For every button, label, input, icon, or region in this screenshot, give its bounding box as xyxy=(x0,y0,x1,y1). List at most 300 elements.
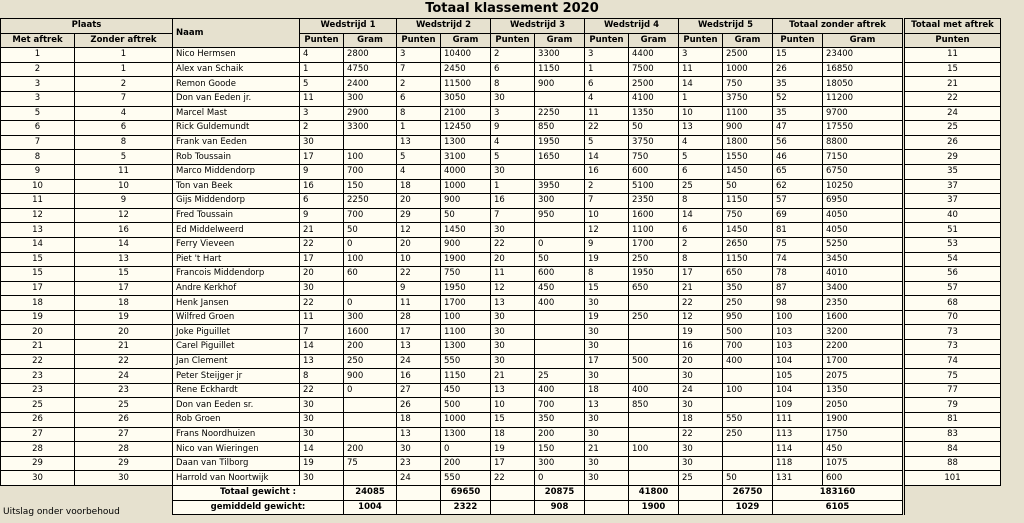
w1-gram: 700 xyxy=(344,164,397,179)
w2-punten: 17 xyxy=(397,325,441,340)
w4-gram xyxy=(629,340,679,355)
w2-gram: 1150 xyxy=(441,369,491,384)
w3-punten: 1 xyxy=(491,179,535,194)
player-name: Fred Toussain xyxy=(173,208,300,223)
player-name: Don van Eeden sr. xyxy=(173,398,300,413)
w1-gram: 0 xyxy=(344,296,397,311)
w2-gram: 450 xyxy=(441,383,491,398)
w5-gram: 750 xyxy=(723,208,773,223)
w4-gram: 5100 xyxy=(629,179,679,194)
w4-gram: 3750 xyxy=(629,135,679,150)
totaal-gram: 6950 xyxy=(823,194,903,209)
w4-punten: 12 xyxy=(585,223,629,238)
w5-punten: 30 xyxy=(679,398,723,413)
w1-gram: 150 xyxy=(344,179,397,194)
totaal-punten: 100 xyxy=(773,310,823,325)
w5-punten: 6 xyxy=(679,164,723,179)
w4-gram xyxy=(629,413,679,428)
w2-punten: 13 xyxy=(397,135,441,150)
totaal-all: 183160 xyxy=(773,486,903,501)
footer-spacer xyxy=(905,500,1001,515)
w2-punten: 18 xyxy=(397,413,441,428)
player-name: Joke Piguillet xyxy=(173,325,300,340)
w1-punten: 14 xyxy=(300,442,344,457)
totaal-gram: 1600 xyxy=(823,310,903,325)
w1-punten: 2 xyxy=(300,121,344,136)
totaal-gram: 600 xyxy=(823,471,903,486)
w4-punten: 7 xyxy=(585,194,629,209)
w4-gram: 850 xyxy=(629,398,679,413)
w3-punten: 3 xyxy=(491,106,535,121)
w4-punten: 4 xyxy=(585,91,629,106)
totaal-punten: 74 xyxy=(773,252,823,267)
w3-gram: 1650 xyxy=(535,150,585,165)
w4-gram: 4100 xyxy=(629,91,679,106)
place-zonder-aftrek: 9 xyxy=(75,194,173,209)
w4-punten: 30 xyxy=(585,471,629,486)
w3-gram xyxy=(535,340,585,355)
w4-punten: 17 xyxy=(585,354,629,369)
w4-punten: 30 xyxy=(585,325,629,340)
w5-gram: 950 xyxy=(723,310,773,325)
place-zonder-aftrek: 15 xyxy=(75,267,173,282)
w5-gram: 1800 xyxy=(723,135,773,150)
totaal-punten: 47 xyxy=(773,121,823,136)
w3-gram: 0 xyxy=(535,237,585,252)
place-met-aftrek: 29 xyxy=(1,456,75,471)
w5-gram: 1000 xyxy=(723,62,773,77)
place-met-aftrek: 10 xyxy=(1,179,75,194)
table-row xyxy=(1,62,1001,77)
place-met-aftrek: 20 xyxy=(1,325,75,340)
place-zonder-aftrek: 10 xyxy=(75,179,173,194)
place-met-aftrek: 23 xyxy=(1,369,75,384)
w2-gram: 550 xyxy=(441,471,491,486)
w4-punten: 30 xyxy=(585,427,629,442)
gemiddeld-gewicht-label: gemiddeld gewicht: xyxy=(173,500,344,515)
player-name: Daan van Tilborg xyxy=(173,456,300,471)
w3-punten: 30 xyxy=(491,354,535,369)
w4-punten: 3 xyxy=(585,48,629,63)
totaal-punten: 57 xyxy=(773,194,823,209)
place-zonder-aftrek: 8 xyxy=(75,135,173,150)
w5-gram xyxy=(723,442,773,457)
totaal-met-aftrek-punten: 53 xyxy=(905,237,1001,252)
w3-punten: 11 xyxy=(491,267,535,282)
w5-punten: 25 xyxy=(679,471,723,486)
totaal-punten: 131 xyxy=(773,471,823,486)
player-name: Frans Noordhuizen xyxy=(173,427,300,442)
w1-gram: 900 xyxy=(344,369,397,384)
w3-gram: 200 xyxy=(535,427,585,442)
totaal-met-aftrek-punten: 73 xyxy=(905,340,1001,355)
w2-gram: 1000 xyxy=(441,413,491,428)
w2-gram: 3050 xyxy=(441,91,491,106)
w3-punten: 30 xyxy=(491,325,535,340)
w1-punten: 30 xyxy=(300,398,344,413)
place-zonder-aftrek: 27 xyxy=(75,427,173,442)
w4-punten: 1 xyxy=(585,62,629,77)
place-zonder-aftrek: 13 xyxy=(75,252,173,267)
w5-gram: 750 xyxy=(723,77,773,92)
w4-punten: 19 xyxy=(585,252,629,267)
totaal-gram: 3200 xyxy=(823,325,903,340)
w5-punten: 11 xyxy=(679,62,723,77)
w5-gram: 250 xyxy=(723,296,773,311)
totaal-met-aftrek-punten: 21 xyxy=(905,77,1001,92)
w4-gram: 4400 xyxy=(629,48,679,63)
w5-punten: 30 xyxy=(679,442,723,457)
totaal-gram: 2350 xyxy=(823,296,903,311)
w1-gram: 3300 xyxy=(344,121,397,136)
w1-punten: 21 xyxy=(300,223,344,238)
w2-gram: 2450 xyxy=(441,62,491,77)
w1-punten: 20 xyxy=(300,267,344,282)
totaal-met-aftrek-punten: 37 xyxy=(905,194,1001,209)
place-zonder-aftrek: 4 xyxy=(75,106,173,121)
w4-punten: 15 xyxy=(585,281,629,296)
w2-gram: 1300 xyxy=(441,340,491,355)
totaal-punten: 105 xyxy=(773,369,823,384)
w1-punten: 30 xyxy=(300,281,344,296)
w2-gram: 4000 xyxy=(441,164,491,179)
w3-punten: 30 xyxy=(491,91,535,106)
w4-gram: 50 xyxy=(629,121,679,136)
w5-gram: 650 xyxy=(723,267,773,282)
w4-punten: 13 xyxy=(585,398,629,413)
w1-punten: 22 xyxy=(300,237,344,252)
w4-punten: 21 xyxy=(585,442,629,457)
table-row xyxy=(1,325,1001,340)
w3-punten: 13 xyxy=(491,296,535,311)
place-met-aftrek: 28 xyxy=(1,442,75,457)
player-name: Harrold van Noortwijk xyxy=(173,471,300,486)
header-punten: Punten xyxy=(491,33,535,48)
totaal-gram: 3400 xyxy=(823,281,903,296)
header-punten: Punten xyxy=(905,33,1001,48)
w2-punten: 16 xyxy=(397,369,441,384)
place-met-aftrek: 22 xyxy=(1,354,75,369)
totaal-met-aftrek-punten: 54 xyxy=(905,252,1001,267)
header-wedstrijd-3: Wedstrijd 3 xyxy=(491,19,585,34)
w1-punten: 22 xyxy=(300,383,344,398)
totaal-w4: 41800 xyxy=(629,486,679,501)
totaal-punten: 103 xyxy=(773,325,823,340)
place-met-aftrek: 25 xyxy=(1,398,75,413)
place-met-aftrek: 18 xyxy=(1,296,75,311)
w2-gram: 1950 xyxy=(441,281,491,296)
w2-punten: 11 xyxy=(397,296,441,311)
place-met-aftrek: 11 xyxy=(1,194,75,209)
header-punten: Punten xyxy=(585,33,629,48)
player-name: Gijs Middendorp xyxy=(173,194,300,209)
header-naam: Naam xyxy=(173,19,300,48)
table-row xyxy=(1,135,1001,150)
table-row xyxy=(1,413,1001,428)
w5-gram: 250 xyxy=(723,427,773,442)
w5-gram: 350 xyxy=(723,281,773,296)
w4-gram: 650 xyxy=(629,281,679,296)
table-row xyxy=(1,208,1001,223)
totaal-gram: 10250 xyxy=(823,179,903,194)
w5-gram: 700 xyxy=(723,340,773,355)
w2-punten: 24 xyxy=(397,471,441,486)
totaal-met-aftrek-punten: 51 xyxy=(905,223,1001,238)
w4-gram xyxy=(629,369,679,384)
player-name: Marco Middendorp xyxy=(173,164,300,179)
place-met-aftrek: 14 xyxy=(1,237,75,252)
place-zonder-aftrek: 28 xyxy=(75,442,173,457)
totaal-punten: 52 xyxy=(773,91,823,106)
player-name: Carel Piguillet xyxy=(173,340,300,355)
header-gram: Gram xyxy=(823,33,903,48)
totaal-gram: 23400 xyxy=(823,48,903,63)
w4-punten: 5 xyxy=(585,135,629,150)
w3-punten: 8 xyxy=(491,77,535,92)
place-zonder-aftrek: 29 xyxy=(75,456,173,471)
w1-gram: 50 xyxy=(344,223,397,238)
totaal-met-aftrek-punten: 25 xyxy=(905,121,1001,136)
w5-gram: 100 xyxy=(723,383,773,398)
w5-punten: 22 xyxy=(679,427,723,442)
totaal-punten: 81 xyxy=(773,223,823,238)
w4-punten: 22 xyxy=(585,121,629,136)
w2-gram: 1450 xyxy=(441,223,491,238)
w1-gram xyxy=(344,135,397,150)
totaal-punten: 118 xyxy=(773,456,823,471)
w5-punten: 16 xyxy=(679,340,723,355)
table-row xyxy=(1,223,1001,238)
w5-gram: 50 xyxy=(723,471,773,486)
totaal-gram: 1075 xyxy=(823,456,903,471)
w3-punten: 21 xyxy=(491,369,535,384)
place-zonder-aftrek: 24 xyxy=(75,369,173,384)
w2-punten: 4 xyxy=(397,164,441,179)
w3-punten: 16 xyxy=(491,194,535,209)
totaal-gram: 450 xyxy=(823,442,903,457)
totaal-met-aftrek-punten: 74 xyxy=(905,354,1001,369)
table-row xyxy=(1,427,1001,442)
place-met-aftrek: 3 xyxy=(1,91,75,106)
w1-gram xyxy=(344,471,397,486)
footer-cell xyxy=(397,486,441,501)
w4-punten: 30 xyxy=(585,296,629,311)
footer-cell xyxy=(397,500,441,515)
table-row xyxy=(1,471,1001,486)
table-row xyxy=(1,267,1001,282)
w4-punten: 30 xyxy=(585,340,629,355)
w1-punten: 11 xyxy=(300,310,344,325)
table-row xyxy=(1,252,1001,267)
header-zonder-aftrek: Zonder aftrek xyxy=(75,33,173,48)
header-gram: Gram xyxy=(535,33,585,48)
w2-gram: 100 xyxy=(441,310,491,325)
header-wedstrijd-4: Wedstrijd 4 xyxy=(585,19,679,34)
totaal-met-aftrek-punten: 68 xyxy=(905,296,1001,311)
w5-punten: 30 xyxy=(679,369,723,384)
place-zonder-aftrek: 20 xyxy=(75,325,173,340)
totaal-gram: 3450 xyxy=(823,252,903,267)
page-title: Totaal klassement 2020 xyxy=(425,1,599,16)
w4-gram: 2500 xyxy=(629,77,679,92)
w5-gram xyxy=(723,398,773,413)
w5-punten: 3 xyxy=(679,48,723,63)
w2-punten: 1 xyxy=(397,121,441,136)
place-zonder-aftrek: 17 xyxy=(75,281,173,296)
w1-punten: 1 xyxy=(300,62,344,77)
w1-gram: 2800 xyxy=(344,48,397,63)
w3-punten: 7 xyxy=(491,208,535,223)
w3-gram xyxy=(535,310,585,325)
w2-punten: 30 xyxy=(397,442,441,457)
w5-punten: 18 xyxy=(679,413,723,428)
w4-gram xyxy=(629,325,679,340)
player-name: Don van Eeden jr. xyxy=(173,91,300,106)
w1-gram: 300 xyxy=(344,310,397,325)
totaal-met-aftrek-punten: 75 xyxy=(905,369,1001,384)
w2-punten: 6 xyxy=(397,91,441,106)
w3-gram: 25 xyxy=(535,369,585,384)
w2-punten: 18 xyxy=(397,179,441,194)
totaal-met-aftrek-punten: 22 xyxy=(905,91,1001,106)
gemiddeld-w5: 1029 xyxy=(723,500,773,515)
place-met-aftrek: 15 xyxy=(1,252,75,267)
totaal-w5: 26750 xyxy=(723,486,773,501)
place-met-aftrek: 13 xyxy=(1,223,75,238)
w5-punten: 2 xyxy=(679,237,723,252)
totaal-w3: 20875 xyxy=(535,486,585,501)
w3-gram xyxy=(535,91,585,106)
w1-punten: 11 xyxy=(300,91,344,106)
w1-punten: 4 xyxy=(300,48,344,63)
w1-gram: 200 xyxy=(344,442,397,457)
w1-gram: 200 xyxy=(344,340,397,355)
w5-gram: 1450 xyxy=(723,164,773,179)
w3-punten: 19 xyxy=(491,442,535,457)
place-zonder-aftrek: 11 xyxy=(75,164,173,179)
w5-punten: 6 xyxy=(679,223,723,238)
totaal-punten: 26 xyxy=(773,62,823,77)
w2-gram: 550 xyxy=(441,354,491,369)
header-gram: Gram xyxy=(441,33,491,48)
w1-gram xyxy=(344,398,397,413)
totaal-punten: 87 xyxy=(773,281,823,296)
totaal-punten: 111 xyxy=(773,413,823,428)
w3-punten: 30 xyxy=(491,310,535,325)
footer-cell xyxy=(491,500,535,515)
w2-gram: 50 xyxy=(441,208,491,223)
w3-gram: 150 xyxy=(535,442,585,457)
w1-punten: 7 xyxy=(300,325,344,340)
w3-gram xyxy=(535,325,585,340)
w1-gram xyxy=(344,413,397,428)
w5-punten: 8 xyxy=(679,194,723,209)
w1-punten: 9 xyxy=(300,164,344,179)
w2-punten: 20 xyxy=(397,237,441,252)
w4-gram: 750 xyxy=(629,150,679,165)
place-zonder-aftrek: 23 xyxy=(75,383,173,398)
w5-gram: 3750 xyxy=(723,91,773,106)
place-met-aftrek: 23 xyxy=(1,383,75,398)
w1-gram xyxy=(344,427,397,442)
player-name: Nico Hermsen xyxy=(173,48,300,63)
gemiddeld-all: 6105 xyxy=(773,500,903,515)
w3-gram: 950 xyxy=(535,208,585,223)
w2-gram: 900 xyxy=(441,194,491,209)
totaal-met-aftrek-punten: 11 xyxy=(905,48,1001,63)
w5-gram: 900 xyxy=(723,121,773,136)
w2-punten: 9 xyxy=(397,281,441,296)
w3-gram: 400 xyxy=(535,296,585,311)
totaal-gram: 18050 xyxy=(823,77,903,92)
w2-gram: 1100 xyxy=(441,325,491,340)
table-row xyxy=(1,179,1001,194)
w4-punten: 16 xyxy=(585,164,629,179)
w4-gram xyxy=(629,456,679,471)
totaal-gram: 4050 xyxy=(823,223,903,238)
w1-punten: 30 xyxy=(300,135,344,150)
table-row xyxy=(1,442,1001,457)
w3-gram: 1950 xyxy=(535,135,585,150)
footer-cell xyxy=(679,486,723,501)
w4-gram xyxy=(629,471,679,486)
totaal-w1: 24085 xyxy=(344,486,397,501)
totaal-punten: 35 xyxy=(773,77,823,92)
w4-gram: 2350 xyxy=(629,194,679,209)
w2-gram: 11500 xyxy=(441,77,491,92)
totaal-gram: 1900 xyxy=(823,413,903,428)
place-met-aftrek: 6 xyxy=(1,121,75,136)
w2-punten: 5 xyxy=(397,150,441,165)
table-row xyxy=(1,456,1001,471)
header-plaats: Plaats xyxy=(1,19,173,34)
w5-punten: 1 xyxy=(679,91,723,106)
place-met-aftrek: 12 xyxy=(1,208,75,223)
w1-gram: 2400 xyxy=(344,77,397,92)
footer-spacer xyxy=(1,486,173,501)
table-row xyxy=(1,48,1001,63)
player-name: Marcel Mast xyxy=(173,106,300,121)
table-row xyxy=(1,340,1001,355)
w5-punten: 8 xyxy=(679,252,723,267)
w2-gram: 3100 xyxy=(441,150,491,165)
totaal-punten: 35 xyxy=(773,106,823,121)
player-name: Ferry Vieveen xyxy=(173,237,300,252)
w2-gram: 1700 xyxy=(441,296,491,311)
place-zonder-aftrek: 30 xyxy=(75,471,173,486)
place-met-aftrek: 7 xyxy=(1,135,75,150)
w3-punten: 12 xyxy=(491,281,535,296)
w3-punten: 6 xyxy=(491,62,535,77)
w5-gram xyxy=(723,369,773,384)
w2-punten: 27 xyxy=(397,383,441,398)
totaal-gram: 1750 xyxy=(823,427,903,442)
w1-punten: 8 xyxy=(300,369,344,384)
w2-gram: 900 xyxy=(441,237,491,252)
w5-gram: 2500 xyxy=(723,48,773,63)
w1-punten: 3 xyxy=(300,106,344,121)
w4-gram xyxy=(629,296,679,311)
w2-gram: 1900 xyxy=(441,252,491,267)
totaal-gram: 4010 xyxy=(823,267,903,282)
w1-gram: 4750 xyxy=(344,62,397,77)
w1-gram: 100 xyxy=(344,252,397,267)
place-zonder-aftrek: 19 xyxy=(75,310,173,325)
w3-gram: 3300 xyxy=(535,48,585,63)
totaal-punten: 69 xyxy=(773,208,823,223)
place-met-aftrek: 27 xyxy=(1,427,75,442)
table-row xyxy=(1,310,1001,325)
